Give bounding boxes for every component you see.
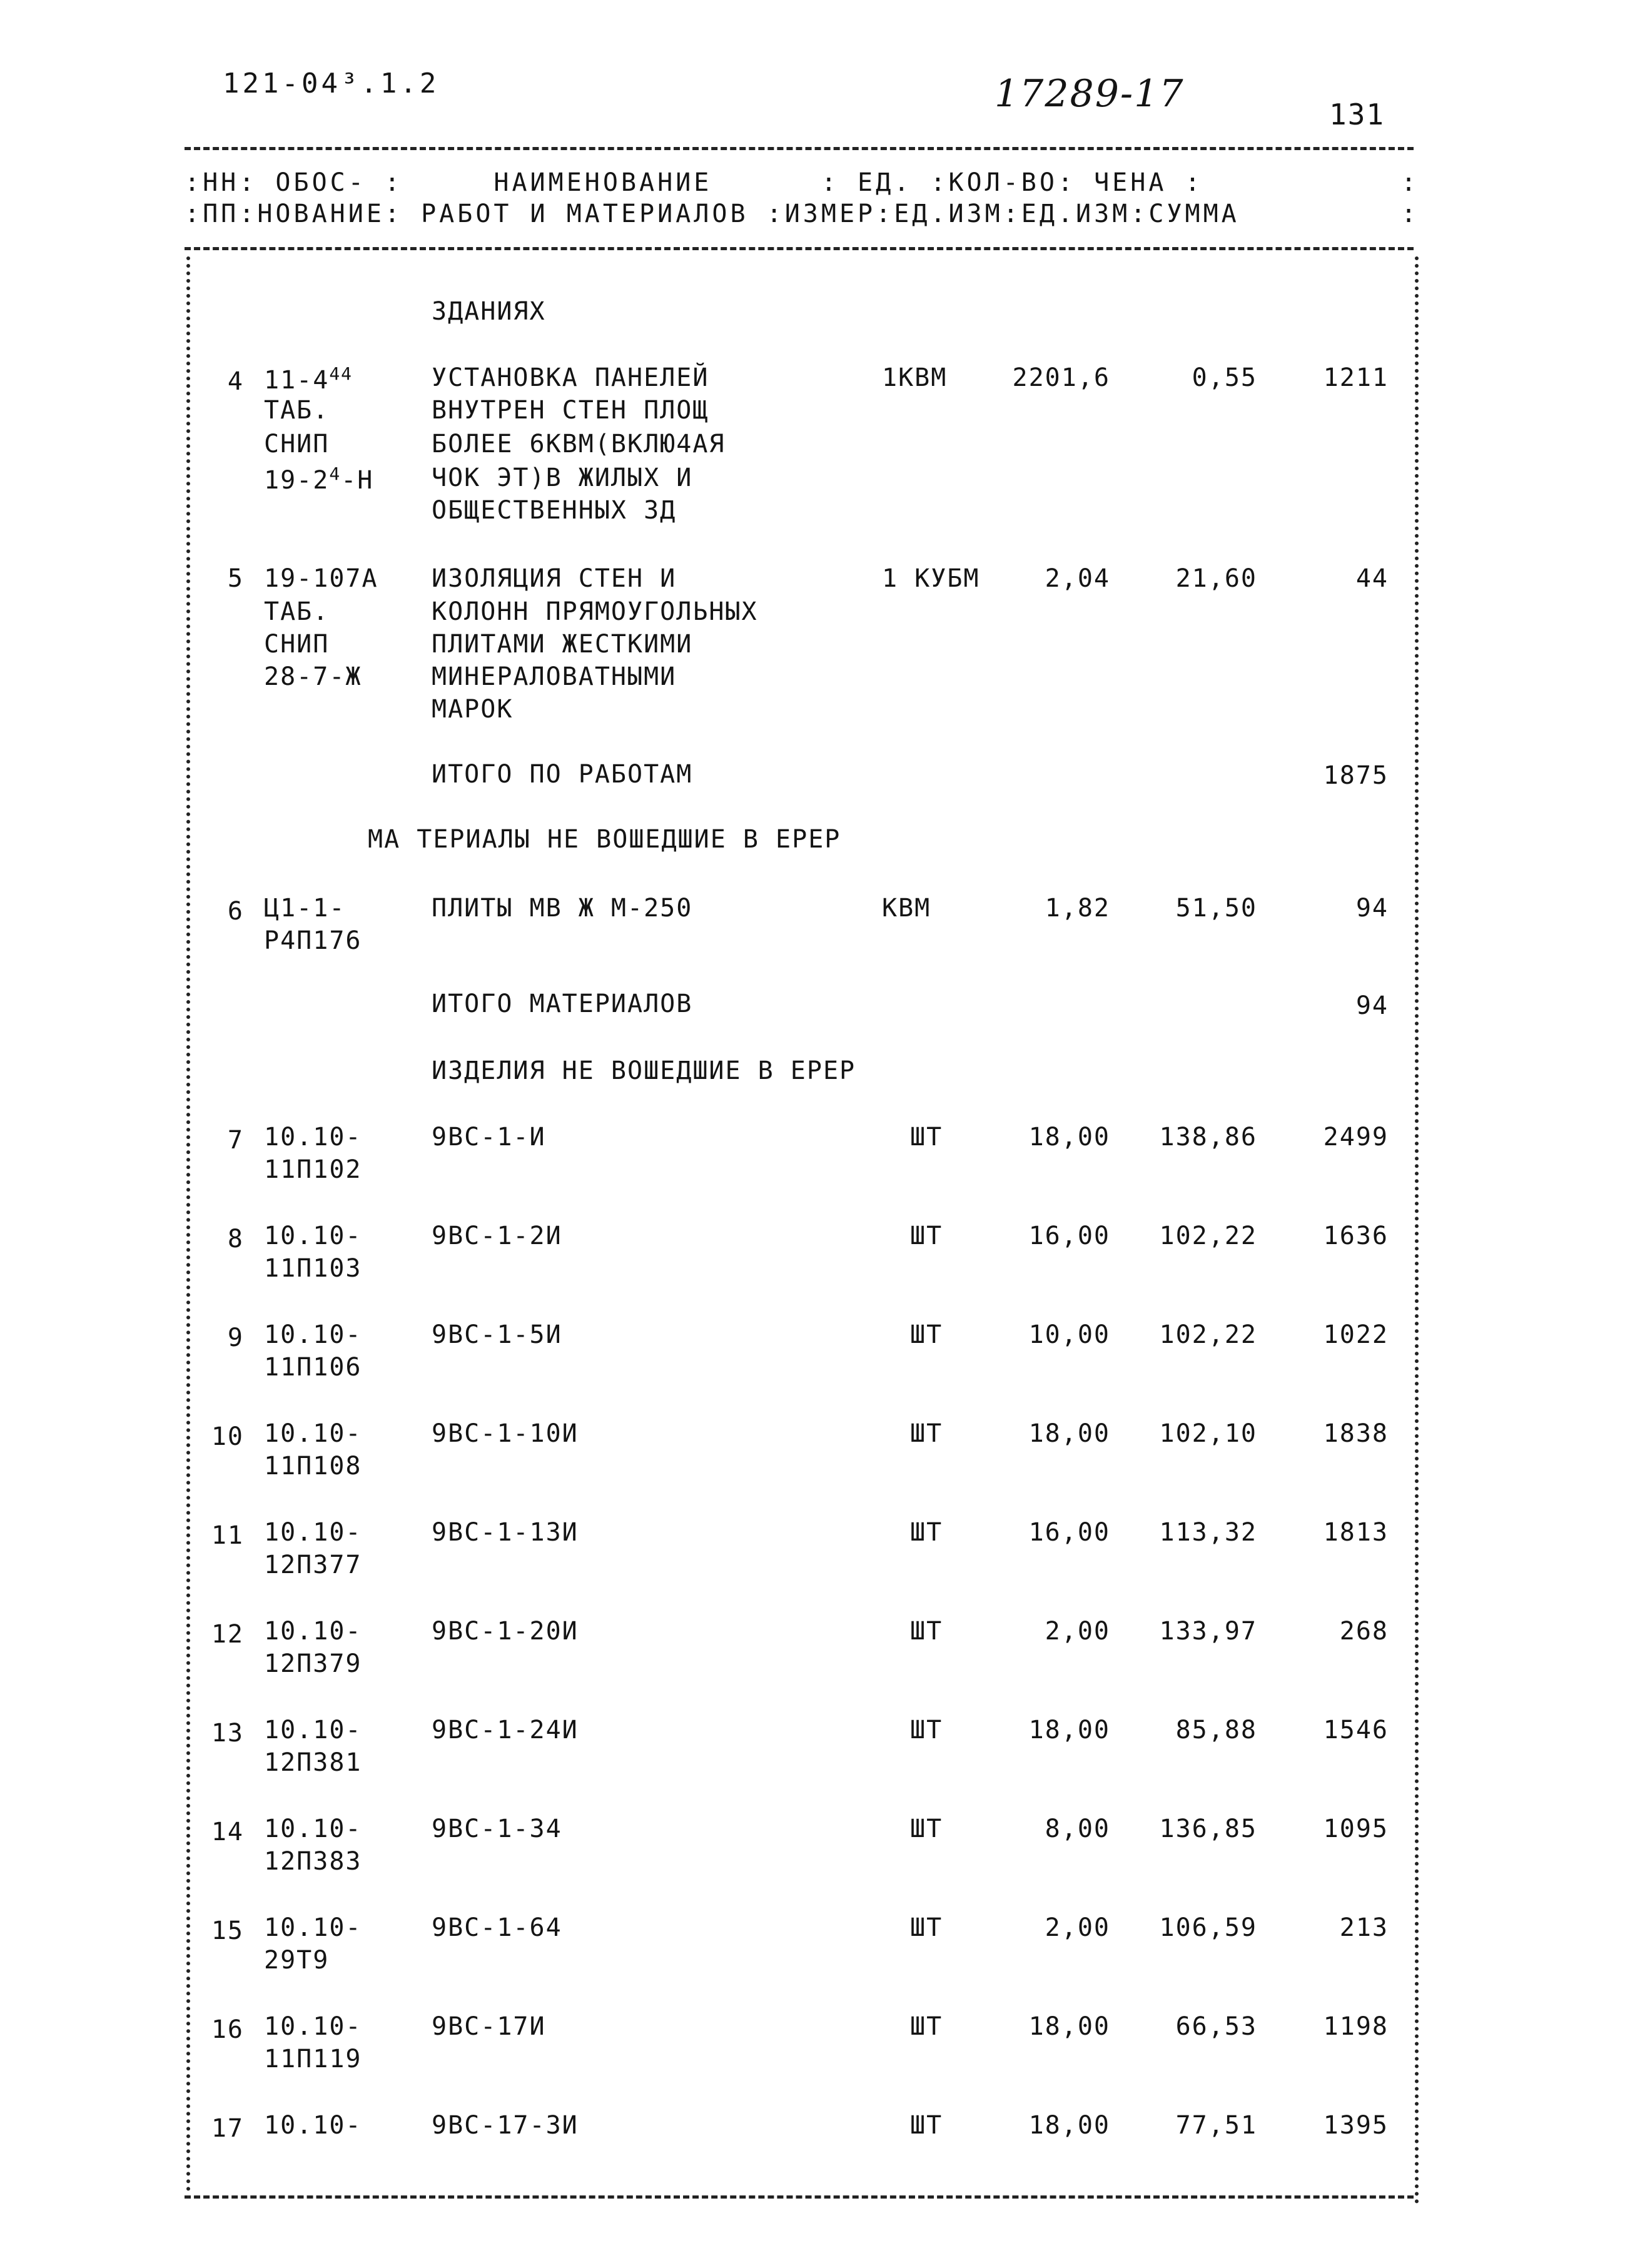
row-qty: 18,00 [1028,2012,1110,2041]
row-unit: ШТ [910,1815,943,1843]
row-number: 5 [227,564,244,593]
header-rule [185,247,1414,250]
row-qty: 18,00 [1028,1419,1110,1448]
total-works-sum: 1875 [1323,761,1389,790]
row-qty: 10,00 [1028,1320,1110,1349]
row-qty: 8,00 [1045,1815,1110,1843]
row-unit: ШТ [910,1617,943,1646]
row-number: 10 [211,1422,244,1451]
row-name: 9ВС-17-3И [432,2111,579,2140]
row-price: 77,51 [1175,2111,1257,2140]
row-code: 10.10- [264,1123,362,1152]
row-code: $19-2^4-Н$ [264,463,374,495]
row-code: 10.10- [264,1419,362,1448]
row-name: БОЛЕЕ 6КВМ(ВКЛЮ4АЯ [432,430,726,458]
row-number: 11 [211,1521,244,1550]
header-edge-colon: : [1401,168,1420,197]
row-number: 15 [211,1916,244,1945]
row-qty: 18,00 [1028,1716,1110,1744]
row-name: 9ВС-17И [432,2012,546,2041]
row-name: 9ВС-1-2И [432,1222,562,1250]
row-code: 19-107А [264,564,378,593]
row-name: ИЗОЛЯЦИЯ СТЕН И [432,564,677,593]
row-name: 9ВС-1-13И [432,1518,579,1547]
row-price: 136,85 [1159,1815,1257,1843]
row-name: УСТАНОВКА ПАНЕЛЕЙ [432,363,709,392]
row-price: 106,59 [1159,1913,1257,1942]
row-name: КОЛОНН ПРЯМОУГОЛЬНЫХ [432,597,758,626]
row-name: МАРОК [432,695,514,724]
table-header-line1: :НН: ОБОС- : НАИМЕНОВАНИЕ : ЕД. :КОЛ-ВО: ЧЕНА : [185,168,1203,197]
row-qty: 18,00 [1028,2111,1110,2140]
row-code: 12П377 [264,1551,362,1579]
row-code: 10.10- [264,1222,362,1250]
materials-heading: МА ТЕРИАЛЫ НЕ ВОШЕДШИЕ В ЕРЕР [368,825,841,854]
row-number: 7 [227,1126,244,1155]
row-number: 17 [211,2114,244,2143]
row-unit: ШТ [910,2111,943,2140]
row-code: 10.10- [264,1716,362,1744]
right-border [1415,256,1419,2205]
row-sum: 1838 [1323,1419,1389,1448]
row-code: 29Т9 [264,1946,330,1975]
row-code: 10.10- [264,1320,362,1349]
row-name: 9ВС-1-5И [432,1320,562,1349]
row-sum: 1198 [1323,2012,1389,2041]
row-code: 28-7-Ж [264,662,362,691]
row-qty: 16,00 [1028,1222,1110,1250]
row-code: 11П119 [264,2045,362,2073]
row-sum: 44 [1355,564,1389,593]
row-code: 12П381 [264,1748,362,1777]
row-code: 10.10- [264,1913,362,1942]
bottom-rule [185,2195,1414,2199]
row-number: 4 [227,367,244,396]
row-name: 9ВС-1-И [432,1123,546,1152]
row-sum: 1095 [1323,1815,1389,1843]
row-code: 11П102 [264,1155,362,1184]
row-code: ТАБ. [264,396,330,425]
row-qty: 16,00 [1028,1518,1110,1547]
row-code: 11П106 [264,1353,362,1382]
row-unit: 1КВМ [882,363,948,392]
row-price: 85,88 [1175,1716,1257,1744]
continuation-text: ЗДАНИЯХ [432,297,546,326]
row-sum: 1636 [1323,1222,1389,1250]
row-code: 11П108 [264,1452,362,1481]
row-price: 21,60 [1175,564,1257,593]
row-price: 133,97 [1159,1617,1257,1646]
top-rule [185,147,1414,150]
row-code: 10.10- [264,1815,362,1843]
row-sum: 1022 [1323,1320,1389,1349]
row-price: 102,22 [1159,1222,1257,1250]
row-number: 6 [227,897,244,926]
row-code: СНИП [264,430,330,458]
handwritten-number: 17289-17 [995,72,1185,116]
row-price: 102,10 [1159,1419,1257,1448]
row-qty: 1,82 [1045,894,1110,923]
row-code: 10.10- [264,1617,362,1646]
row-code: 10.10- [264,2111,362,2140]
row-unit: ШТ [910,1913,943,1942]
row-number: 8 [227,1225,244,1253]
row-unit: ШТ [910,1123,943,1152]
row-sum: 268 [1339,1617,1389,1646]
row-price: 113,32 [1159,1518,1257,1547]
page-number: 131 [1329,98,1385,131]
row-name: 9ВС-1-34 [432,1815,562,1843]
left-border [186,256,190,2192]
row-code: СНИП [264,630,330,659]
row-unit: ШТ [910,2012,943,2041]
row-code: ТАБ. [264,597,330,626]
total-materials-sum: 94 [1355,991,1389,1020]
table-header-line2: :ПП:НОВАНИЕ: РАБОТ И МАТЕРИАЛОВ :ИЗМЕР:ЕД.ИЗМ:ЕД.ИЗМ:СУММА [185,200,1240,228]
total-works-label: ИТОГО ПО РАБОТАМ [432,760,693,789]
row-name: ВНУТРЕН СТЕН ПЛОЩ [432,396,709,425]
row-code: 10.10- [264,1518,362,1547]
row-sum: 1211 [1323,363,1389,392]
row-name: 9ВС-1-10И [432,1419,579,1448]
row-price: 138,86 [1159,1123,1257,1152]
row-qty: 2,00 [1045,1617,1110,1646]
row-qty: 2,00 [1045,1913,1110,1942]
row-unit: КВМ [882,894,931,923]
row-name: 9ВС-1-24И [432,1716,579,1744]
row-price: 102,22 [1159,1320,1257,1349]
row-name: ОБЩЕСТВЕННЫХ ЗД [432,496,677,525]
row-price: 66,53 [1175,2012,1257,2041]
row-number: 14 [211,1818,244,1846]
row-sum: 94 [1355,894,1389,923]
row-qty: 2,04 [1045,564,1110,593]
row-sum: 1546 [1323,1716,1389,1744]
row-number: 16 [211,2015,244,2044]
row-qty: 18,00 [1028,1123,1110,1152]
row-name: МИНЕРАЛОВАТНЫМИ [432,662,677,691]
row-qty: 2201,6 [1012,363,1110,392]
row-sum: 213 [1339,1913,1389,1942]
row-price: 51,50 [1175,894,1257,923]
document-code: 121-04³.1.2 [223,68,440,99]
row-unit: ШТ [910,1419,943,1448]
row-name: 9ВС-1-20И [432,1617,579,1646]
row-number: 9 [227,1324,244,1352]
row-name: ПЛИТАМИ ЖЕСТКИМИ [432,630,693,659]
row-code: Ц1-1- [264,894,346,923]
products-heading: ИЗДЕЛИЯ НЕ ВОШЕДШИЕ В ЕРЕР [432,1056,856,1085]
row-code: 12П379 [264,1649,362,1678]
row-code: 10.10- [264,2012,362,2041]
row-name: 9ВС-1-64 [432,1913,562,1942]
row-number: 12 [211,1620,244,1649]
header-edge-colon: : [1401,200,1420,228]
row-sum: 2499 [1323,1123,1389,1152]
row-name: ПЛИТЫ МВ Ж М-250 [432,894,693,923]
total-materials-label: ИТОГО МАТЕРИАЛОВ [432,990,693,1018]
row-code: $11-4^{44}$ [264,363,353,395]
row-name: ЧОК ЭТ)В ЖИЛЫХ И [432,463,693,492]
row-unit: ШТ [910,1518,943,1547]
row-sum: 1813 [1323,1518,1389,1547]
row-unit: ШТ [910,1716,943,1744]
row-price: 0,55 [1192,363,1257,392]
row-number: 13 [211,1719,244,1748]
row-unit: ШТ [910,1320,943,1349]
row-code: Р4П176 [264,926,362,955]
row-code: 11П103 [264,1254,362,1283]
row-unit: 1 КУБМ [882,564,980,593]
row-code: 12П383 [264,1847,362,1876]
row-unit: ШТ [910,1222,943,1250]
row-sum: 1395 [1323,2111,1389,2140]
